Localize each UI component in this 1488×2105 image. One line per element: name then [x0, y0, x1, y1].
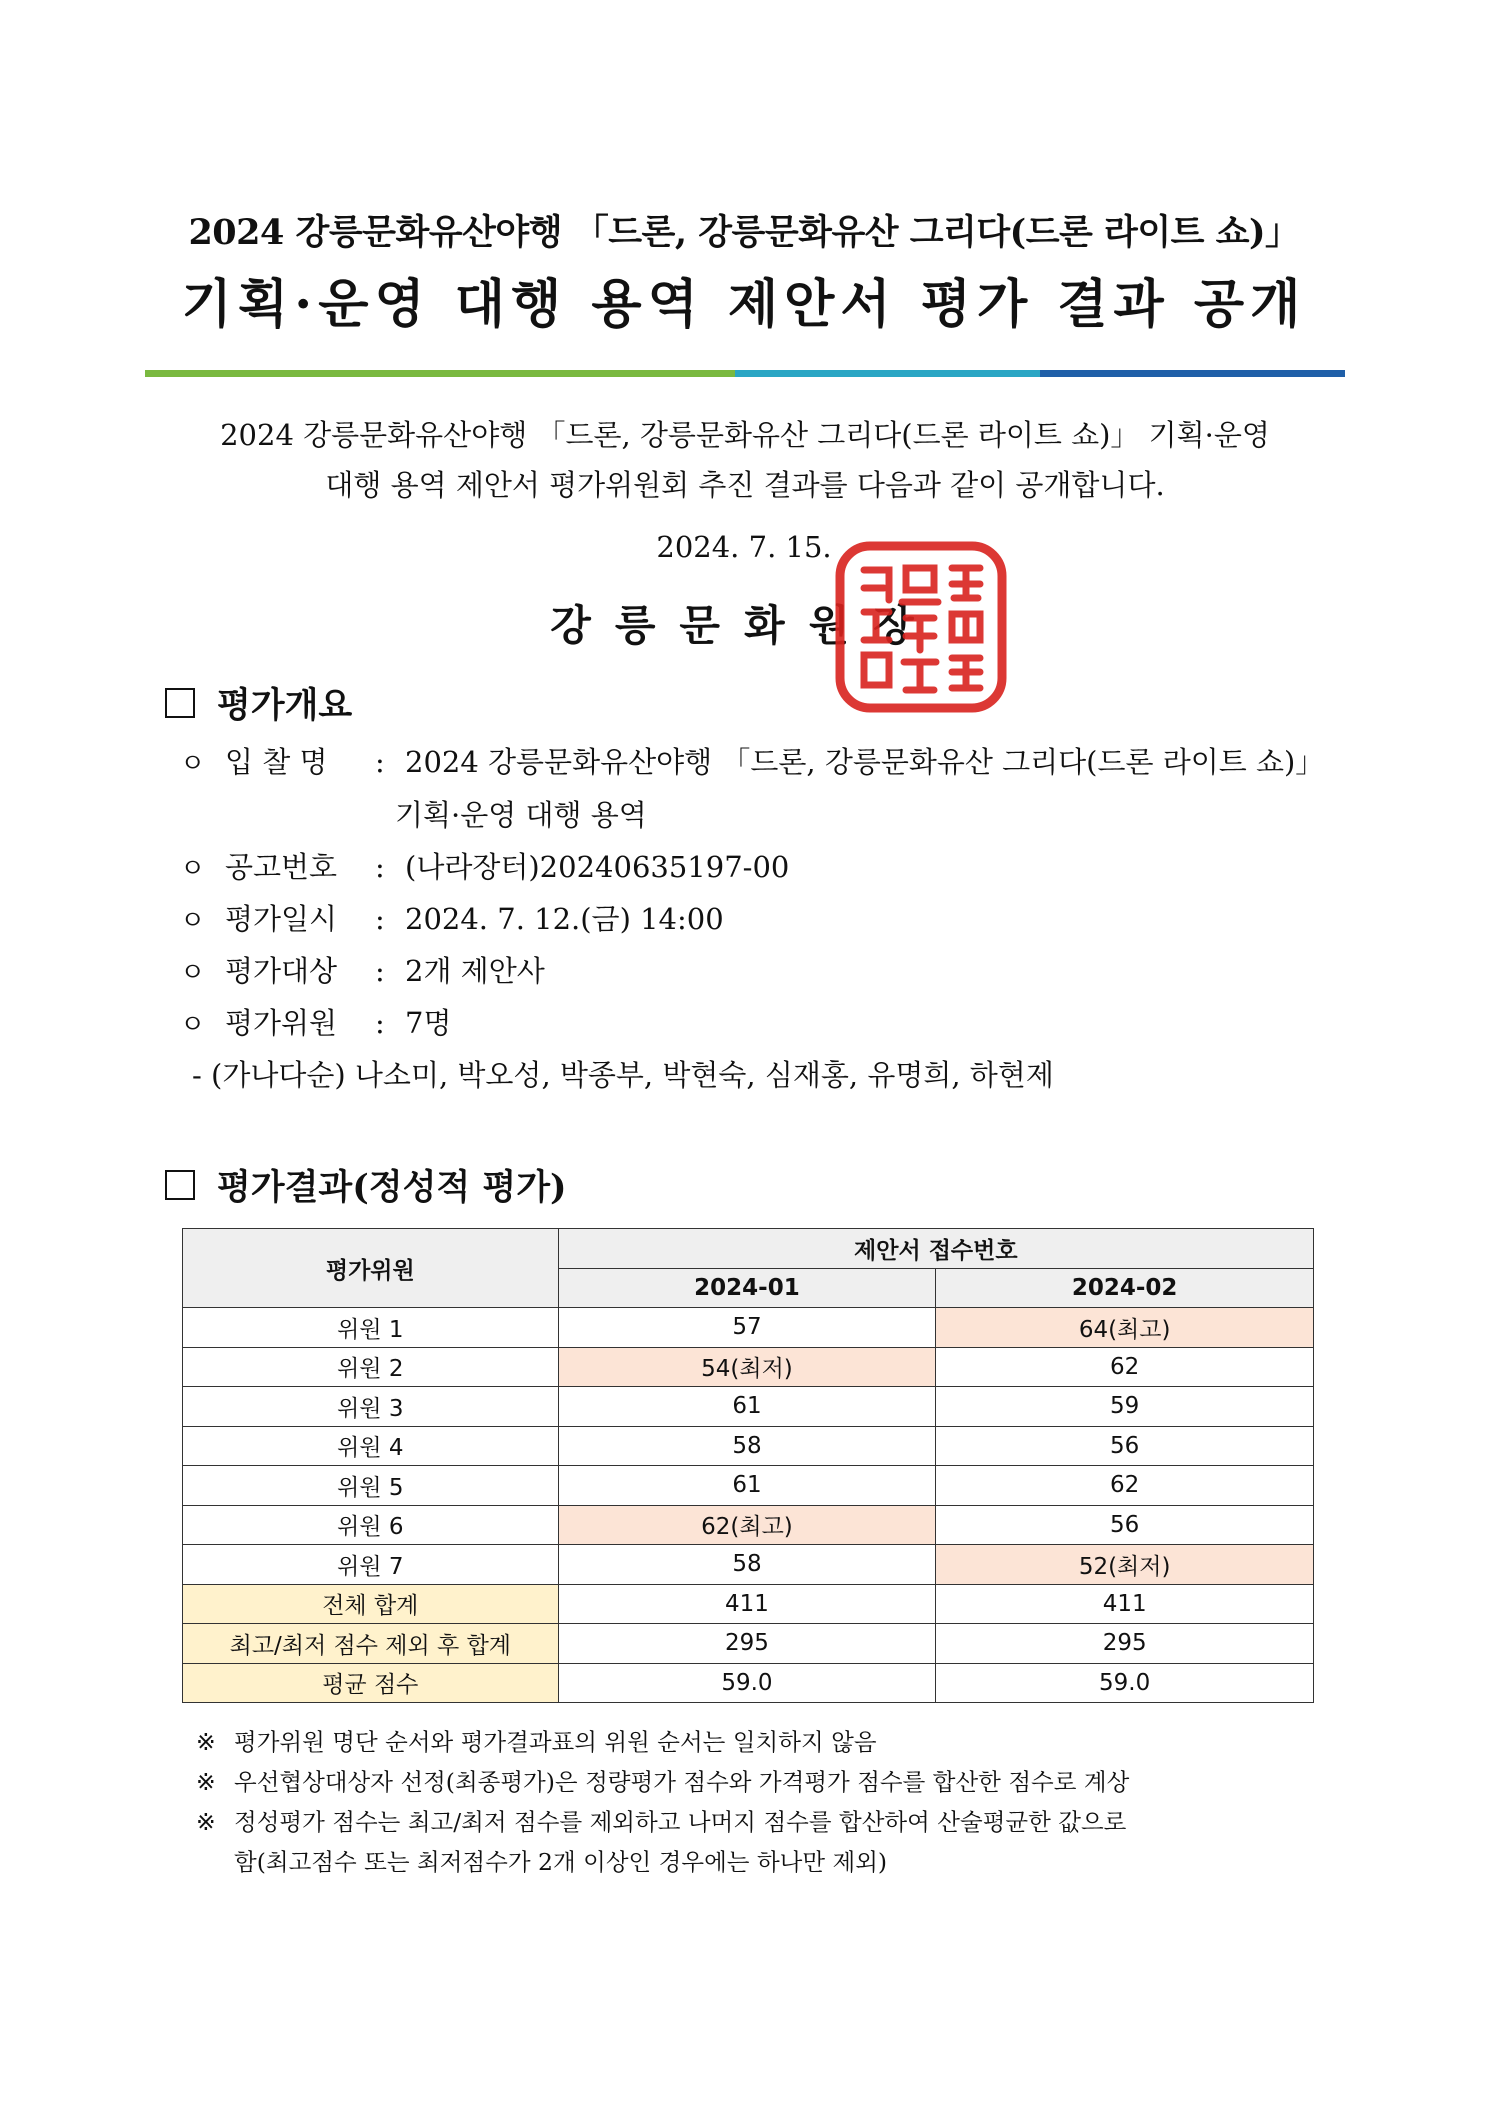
item-label: 평가일시: [225, 902, 338, 936]
col-header-group: 제안서 접수번호: [558, 1229, 1313, 1269]
overview-item-bid-name-cont: 기획·운영 대행 용역: [395, 798, 647, 832]
item-value: (나라장터)20240635197-00: [405, 850, 790, 884]
footnote-1: ※ 평가위원 명단 순서와 평가결과표의 위원 순서는 일치하지 않음: [196, 1728, 877, 1756]
document-title-line1: 2024 강릉문화유산야행 「드론, 강릉문화유산 그리다(드론 라이트 쇼)」: [188, 212, 1300, 253]
col-header-a: 2024-01: [558, 1268, 936, 1308]
intro-line2: 대행 용역 제안서 평가위원회 추진 결과를 다음과 같이 공개합니다.: [325, 468, 1165, 502]
col-header-evaluator: 평가위원: [183, 1229, 559, 1308]
table-row: 위원 6 62(최고) 56: [183, 1505, 1314, 1545]
intro-paragraph: [150, 410, 1340, 510]
results-heading: 평가결과(정성적 평가): [165, 1160, 567, 1210]
table-row: 위원 2 54(최저) 62: [183, 1347, 1314, 1387]
overview-item-eval-date: ㅇ 평가일시 : 2024. 7. 12.(금) 14:00: [180, 897, 724, 938]
summary-row-total: 전체 합계 411 411: [183, 1584, 1314, 1624]
item-label: 평가대상: [225, 954, 338, 988]
overview-item-eval-target: ㅇ 평가대상 : 2개 제안사: [180, 949, 545, 990]
overview-item-notice-no: ㅇ 공고번호 : (나라장터)20240635197-00: [180, 845, 789, 886]
footnote-3-cont: 함(최고점수 또는 최저점수가 2개 이상인 경우에는 하나만 제외): [234, 1848, 888, 1876]
item-label: 입 찰 명: [225, 745, 328, 779]
item-value: 2024 강릉문화유산야행 「드론, 강릉문화유산 그리다(드론 라이트 쇼)」: [405, 745, 1325, 779]
item-label: 공고번호: [225, 850, 338, 884]
footnote-3: ※ 정성평가 점수는 최고/최저 점수를 제외하고 나머지 점수를 합산하여 산술평균한 값으로: [196, 1808, 1127, 1836]
summary-row-average: 평균 점수 59.0 59.0: [183, 1663, 1314, 1703]
item-value: 2024. 7. 12.(금) 14:00: [405, 902, 724, 936]
issuer-name: 강릉문화원장: [550, 601, 938, 650]
footnote-2: ※ 우선협상대상자 선정(최종평가)은 정량평가 점수와 가격평가 점수를 합산한 점수로 계상: [196, 1768, 1130, 1796]
item-value: 7명: [405, 1006, 452, 1040]
table-row: 위원 7 58 52(최저): [183, 1545, 1314, 1585]
table-row: 위원 4 58 56: [183, 1426, 1314, 1466]
score-table: [182, 1228, 1314, 1703]
document-title-line2: 기획·운영 대행 용역 제안서 평가 결과 공개: [181, 274, 1307, 335]
footnotes: [196, 1722, 1316, 1882]
overview-heading: 평가개요: [165, 678, 352, 728]
table-row: 위원 3 61 59: [183, 1387, 1314, 1427]
intro-line1: 2024 강릉문화유산야행 「드론, 강릉문화유산 그리다(드론 라이트 쇼)」 기획·운영: [220, 418, 1270, 452]
square-bullet-icon: [165, 688, 195, 718]
item-label: 평가위원: [225, 1006, 338, 1040]
table-row: 위원 1 57 64(최고): [183, 1308, 1314, 1348]
title-divider: [145, 370, 1345, 377]
overview-item-evaluators: ㅇ 평가위원 : 7명: [180, 1001, 451, 1042]
table-row: 위원 5 61 62: [183, 1466, 1314, 1506]
col-header-b: 2024-02: [936, 1268, 1314, 1308]
publish-date: 2024. 7. 15.: [656, 530, 832, 564]
overview-item-bid-name: ㅇ 입 찰 명 : 2024 강릉문화유산야행 「드론, 강릉문화유산 그리다(드론 라이트 쇼)」: [180, 740, 1324, 781]
evaluator-members: - (가나다순) 나소미, 박오성, 박종부, 박현숙, 심재홍, 유명희, 하현제: [192, 1058, 1054, 1092]
item-value: 2개 제안사: [405, 954, 545, 988]
summary-row-trimmed-total: 최고/최저 점수 제외 후 합계 295 295: [183, 1624, 1314, 1664]
official-seal-icon: [834, 540, 1008, 714]
square-bullet-icon: [165, 1170, 195, 1200]
